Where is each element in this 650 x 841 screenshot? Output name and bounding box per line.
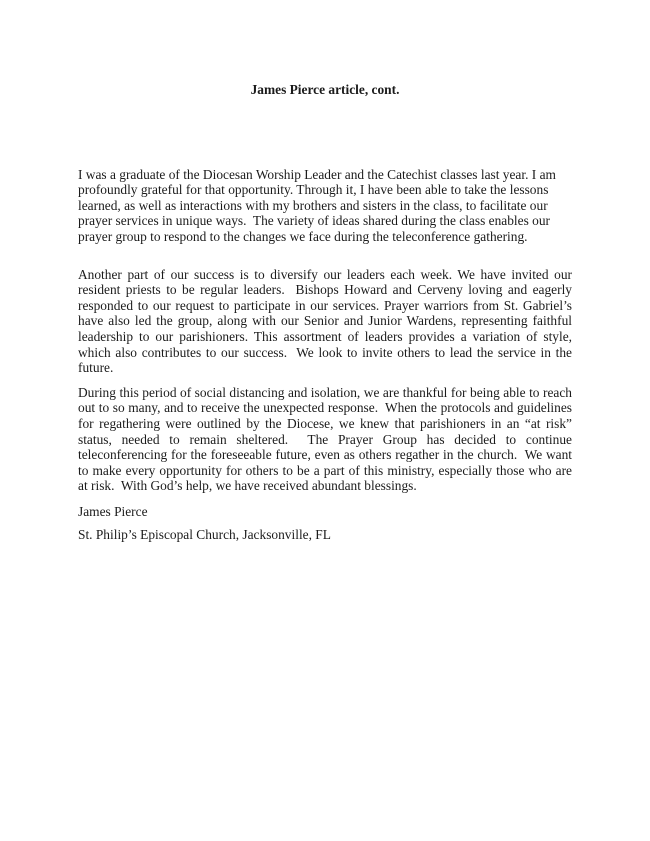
signature-name: James Pierce: [78, 503, 148, 519]
article-title-text: James Pierce article, cont.: [250, 82, 400, 97]
paragraph-leaders: Another part of our success is to diversify our leaders each week. We have invited our resident priests to be regular leaders. Bishops Howard and Cerveny loving and eagerly responded to our request to participate in our services. Prayer warriors from St. Gabriel’s have also led the group, along with our Senior and Junior Wardens, representing faithful leadership to our parishioners. This assortment of leaders provides a variation of style, which also contributes to our success. We look to invite others to lead the service in the future.: [78, 266, 576, 376]
paragraph-intro: I was a graduate of the Diocesan Worship Leader and the Catechist classes last year. I am profoundly grateful for that opportunity. Through it, I have been able to take the lessons learned, as well as interactions with my brothers and sisters in the class, to facilitate our prayer services in unique ways. The variety of ideas shared during the class enables our prayer group to respond to the changes we face during the teleconference gathering.: [78, 166, 560, 244]
signature-organization: St. Philip’s Episcopal Church, Jacksonville, FL: [78, 527, 331, 543]
article-title: [78, 82, 572, 98]
paragraph-distancing: During this period of social distancing and isolation, we are thankful for being able to reach out to so many, and to receive the unexpected response. When the protocols and guidelines for regathering were outlined by the Diocese, we knew that parishioners in an “at risk” status, needed to remain sheltered. The Prayer Group has decided to continue teleconferencing for the foreseeable future, even as others regather in the church. We want to make every opportunity for others to be a part of this ministry, especially those who are at risk. With God’s help, we have received abundant blessings.: [78, 384, 576, 494]
